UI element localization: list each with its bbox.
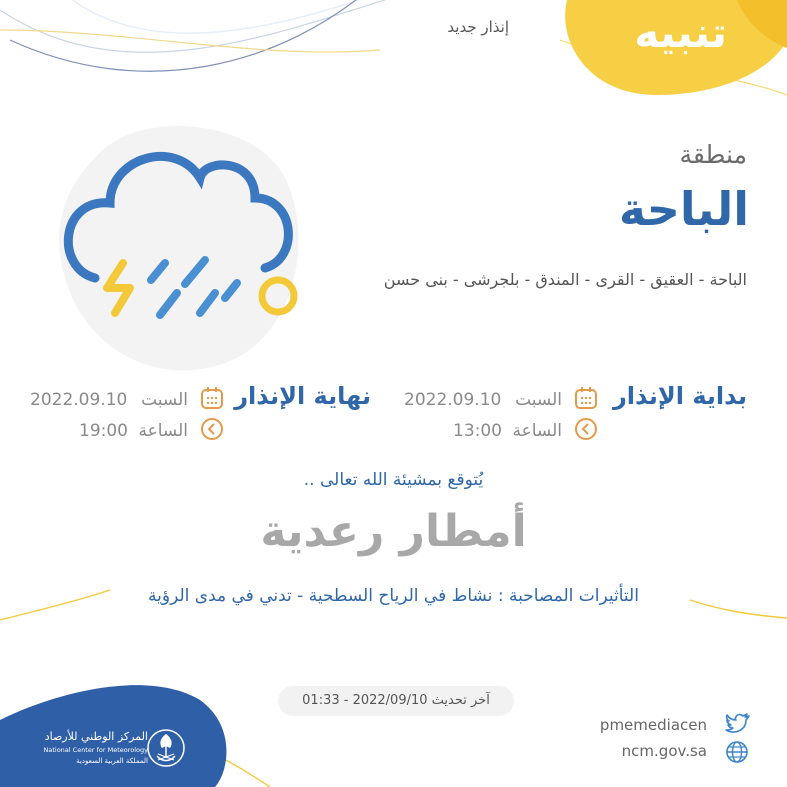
alert-end-time: 19:00 <box>79 421 128 441</box>
org-name-ar: المركز الوطني للأرصاد <box>44 730 148 743</box>
alert-start-day: السبت <box>515 390 562 410</box>
region-areas: الباحة - العقيق - القرى - المندق - بلجرشى - بنى حسن <box>383 270 747 289</box>
org-country: المملكة العربية السعودية <box>76 757 148 765</box>
alert-start-date: 2022.09.10 <box>404 390 502 410</box>
alert-start-heading: بداية الإنذار <box>612 382 747 410</box>
accompanying-effects: التأثيرات المصاحبة : نشاط في الرياح السطحية - تدني في مدى الرؤية <box>148 586 639 606</box>
region-label: منطقة <box>679 140 747 169</box>
alert-start-time-label: الساعة <box>512 421 562 441</box>
thunderstorm-rain-icon <box>55 118 315 378</box>
alert-start-time: 13:00 <box>453 421 502 441</box>
clock-icon <box>200 417 224 441</box>
org-name-en: National Center for Meteorology <box>43 746 148 754</box>
website-link[interactable]: ncm.gov.sa <box>621 742 707 760</box>
calendar-icon <box>200 386 224 410</box>
alert-end-heading: نهاية الإنذار <box>234 382 371 410</box>
weather-phenomenon: أمطار رعدية <box>260 506 527 557</box>
globe-icon[interactable] <box>725 740 749 764</box>
new-alert-label: إنذار جديد <box>447 18 509 36</box>
alert-title: تنبيه <box>634 8 727 57</box>
ncm-emblem-icon <box>146 726 186 772</box>
calendar-icon <box>574 386 598 410</box>
alert-end-date: 2022.09.10 <box>30 390 128 410</box>
alert-end-day: السبت <box>141 390 188 410</box>
region-name: الباحة <box>618 182 749 236</box>
social-handle[interactable]: pmemediacen <box>599 716 707 734</box>
twitter-icon[interactable] <box>725 712 751 734</box>
last-update-badge: آخر تحديث 2022/09/10 - 01:33 <box>278 686 514 716</box>
expect-text: يُتوقع بمشيئة الله تعالى .. <box>303 470 484 490</box>
clock-icon <box>574 417 598 441</box>
alert-end-time-label: الساعة <box>138 421 188 441</box>
